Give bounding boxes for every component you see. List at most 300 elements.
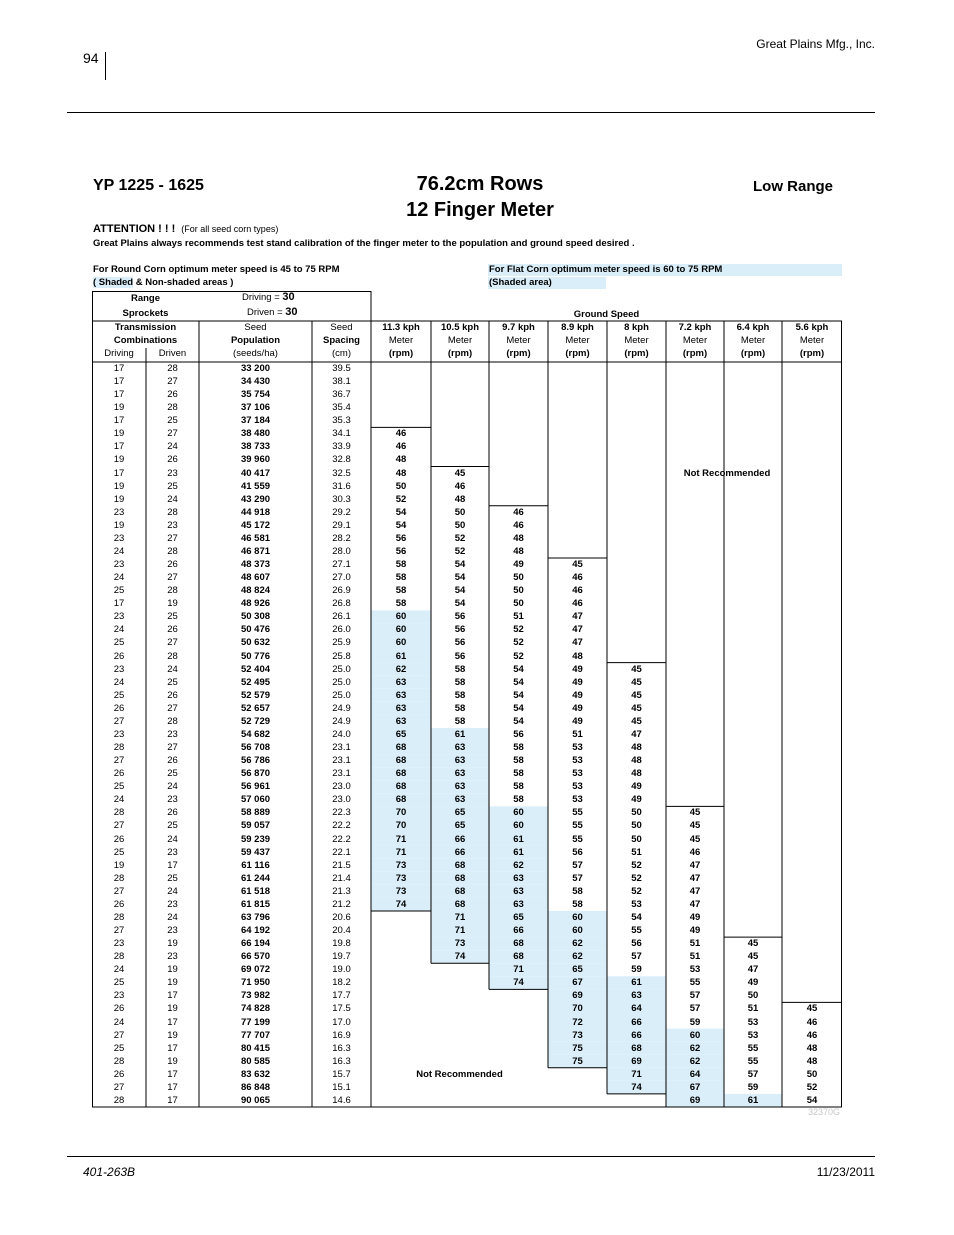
rpm-cell: 73 [572, 1029, 583, 1041]
rpm-cell: 60 [572, 911, 583, 923]
rpm-cell: 45 [631, 702, 642, 714]
rpm-cell: 65 [454, 820, 466, 832]
attention-label: ATTENTION ! ! ! [93, 223, 176, 235]
rpm-cell: 50 [631, 807, 642, 819]
driving-cell: 27 [113, 885, 125, 897]
rpm-cell: 54 [395, 506, 407, 518]
population-cell: 52 729 [240, 715, 271, 727]
spacing-cell: 25.8 [332, 650, 351, 662]
driving-cell: 23 [113, 938, 125, 950]
spacing-cell: 22.1 [332, 846, 351, 858]
rpm-cell: 66 [454, 833, 466, 845]
spacing-cell: 26.1 [332, 611, 351, 623]
population-cell: 56 961 [240, 781, 271, 793]
rpm-cell: 46 [454, 480, 466, 492]
spacing-cell: 17.0 [332, 1016, 351, 1028]
meter-label: Meter [565, 335, 590, 346]
spacing-cell: 20.4 [332, 925, 351, 936]
rpm-cell: 53 [747, 1016, 759, 1028]
driving-cell: 27 [113, 715, 125, 727]
sprocket-table [92, 291, 842, 1109]
rpm-cell: 63 [454, 794, 466, 806]
driven-cell: 28 [167, 585, 178, 597]
spacing-cell: 27.1 [332, 559, 351, 571]
meter-label: Meter [388, 335, 414, 346]
driving-cell: 27 [113, 820, 125, 832]
spacing-cell: 31.6 [332, 480, 351, 492]
rpm-cell: 62 [572, 938, 583, 950]
rpm-cell: 68 [395, 742, 407, 754]
ground-speed-label: Ground Speed [573, 309, 640, 320]
driving-cell: 17 [113, 363, 125, 374]
driving-cell: 28 [113, 911, 125, 923]
spacing-cell: 23.1 [332, 768, 351, 780]
driving-cell: 26 [113, 1068, 125, 1080]
rpm-cell: 54 [454, 598, 466, 610]
rpm-cell: 63 [513, 898, 524, 910]
spacing-cell: 23.1 [332, 742, 351, 754]
driven-cell: 24 [167, 833, 178, 845]
rpm-cell: 56 [454, 611, 466, 623]
rpm-cell: 58 [572, 898, 583, 910]
rpm-cell: 54 [395, 519, 407, 531]
driving-cell: 24 [113, 794, 125, 806]
page-title [340, 171, 620, 223]
driven-label: Driven = [247, 307, 286, 318]
sprockets-label: Sprockets [122, 308, 169, 319]
rpm-cell: 50 [747, 990, 759, 1002]
rpm-cell: 52 [631, 859, 642, 871]
population-cell: 83 632 [240, 1068, 271, 1080]
rpm-cell: 47 [689, 885, 701, 897]
rpm-cell: 60 [689, 1029, 701, 1041]
driven-cell: 26 [167, 755, 178, 767]
rpm-cell: 49 [689, 911, 701, 923]
rpm-cell: 56 [631, 938, 642, 950]
population-cell: 61 518 [240, 885, 271, 897]
population-cell: 34 430 [240, 376, 271, 388]
driving-cell: 19 [113, 402, 125, 414]
rpm-cell: 56 [454, 624, 466, 636]
spacing-cell: 21.5 [332, 859, 351, 871]
rpm-cell: 46 [513, 519, 524, 531]
rpm-cell: 46 [806, 1016, 818, 1028]
rpm-cell: 71 [631, 1068, 642, 1080]
rpm-cell: 52 [454, 545, 466, 557]
rpm-cell: 46 [572, 598, 583, 610]
rpm-cell: 46 [395, 441, 407, 453]
population-cell: 48 373 [240, 559, 271, 571]
spacing-cell: 23.0 [332, 781, 351, 793]
driving-cell: 25 [113, 1042, 125, 1054]
rpm-cell: 68 [631, 1042, 642, 1054]
driven-cell: 26 [167, 689, 178, 701]
rpm-label: (rpm) [447, 348, 473, 359]
rpm-cell: 45 [454, 467, 466, 479]
population-cell: 61 116 [241, 859, 270, 871]
rpm-cell: 52 [806, 1081, 818, 1093]
driven-cell: 23 [167, 467, 178, 479]
spacing-cell: 19.7 [332, 951, 351, 963]
rpm-cell: 50 [513, 598, 524, 610]
rpm-cell: 45 [806, 1003, 818, 1015]
spacing-cell: 28.2 [332, 532, 351, 544]
rpm-cell: 60 [572, 925, 583, 936]
rpm-cell: 45 [747, 938, 759, 950]
population-cell: 71 950 [240, 977, 271, 989]
population-cell: 37 184 [240, 415, 271, 427]
spacing-cell: 19.8 [332, 938, 351, 950]
driven-cell: 17 [167, 1016, 178, 1028]
spacing-cell: 35.3 [332, 415, 351, 427]
document-number: 401-263B [83, 1165, 136, 1179]
rpm-cell: 60 [395, 611, 407, 623]
rpm-cell: 45 [689, 820, 701, 832]
rpm-cell: 61 [631, 977, 642, 989]
rpm-cell: 62 [689, 1055, 701, 1067]
rpm-cell: 58 [513, 794, 524, 806]
rpm-cell: 58 [395, 559, 407, 571]
driven-cell: 23 [167, 846, 178, 858]
driving-cell: 24 [113, 572, 125, 584]
population-cell: 40 417 [240, 467, 271, 479]
rpm-cell: 48 [395, 467, 407, 479]
rpm-cell: 58 [454, 663, 466, 675]
rpm-cell: 48 [806, 1055, 818, 1067]
rpm-cell: 56 [513, 728, 524, 740]
driven-cell: 25 [167, 676, 178, 688]
rpm-cell: 53 [572, 742, 583, 754]
driven-cell: 17 [167, 859, 178, 871]
spacing-cell: 16.9 [332, 1029, 351, 1041]
rpm-cell: 68 [513, 938, 524, 950]
population-cell: 35 754 [240, 389, 271, 401]
rpm-cell: 53 [572, 781, 583, 793]
spacing-cell: 25.0 [332, 663, 351, 675]
population-cell: 52 579 [240, 689, 271, 701]
rpm-cell: 63 [513, 885, 524, 897]
rpm-cell: 62 [572, 951, 583, 963]
spacing-cell: 38.1 [332, 376, 351, 388]
spacing-cell: 28.0 [332, 545, 351, 557]
driving-cell: 26 [113, 833, 125, 845]
rpm-cell: 68 [395, 755, 407, 767]
non-shaded-legend: & Non-shaded areas ) [133, 277, 234, 288]
driven-cell: 23 [167, 794, 178, 806]
driving-cell: 25 [113, 637, 125, 649]
rpm-cell: 47 [689, 859, 701, 871]
seed-label: Seed [244, 322, 267, 333]
driving-cell: 28 [113, 742, 125, 754]
spacing-cell: 25.9 [332, 637, 351, 649]
rpm-cell: 61 [454, 728, 466, 740]
population-cell: 48 607 [240, 572, 271, 584]
driving-cell: 19 [113, 519, 125, 531]
rpm-cell: 49 [572, 663, 583, 675]
rpm-cell: 63 [454, 742, 466, 754]
rpm-cell: 73 [395, 885, 407, 897]
spacing-cell: 25.0 [332, 689, 351, 701]
spacing-cell: 23.0 [332, 794, 351, 806]
driving-cell: 28 [113, 872, 125, 884]
driving-setting [242, 291, 372, 304]
attention-note: (For all seed corn types) [181, 224, 279, 234]
round-corn-areas [93, 277, 233, 288]
driven-cell: 17 [167, 1042, 178, 1054]
spacing-cell: 16.3 [332, 1055, 351, 1067]
driving-value: 30 [282, 291, 295, 303]
driven-cell: 27 [167, 572, 178, 584]
population-cell: 80 415 [240, 1042, 271, 1054]
population-cell: 73 982 [240, 990, 271, 1002]
rpm-cell: 54 [513, 676, 524, 688]
rpm-cell: 55 [689, 977, 701, 989]
rpm-cell: 49 [572, 689, 583, 701]
meter-label: Meter [740, 335, 766, 346]
rpm-cell: 52 [631, 885, 642, 897]
population-cell: 74 828 [240, 1003, 271, 1015]
footer-rule [67, 1156, 875, 1157]
rpm-cell: 73 [395, 872, 407, 884]
rpm-label: (rpm) [740, 348, 766, 359]
population-cell: 39 960 [240, 454, 271, 466]
population-unit: (seeds/ha) [233, 348, 278, 359]
population-cell: 56 870 [240, 768, 271, 780]
rpm-cell: 54 [513, 689, 524, 701]
driving-cell: 17 [113, 441, 125, 453]
rpm-cell: 55 [631, 925, 642, 936]
rpm-cell: 65 [513, 911, 524, 923]
rpm-cell: 50 [454, 519, 466, 531]
rpm-cell: 68 [395, 794, 407, 806]
rpm-cell: 49 [572, 715, 583, 727]
driven-cell: 28 [167, 715, 178, 727]
population-cell: 54 682 [240, 728, 271, 740]
driving-cell: 19 [113, 480, 125, 492]
rpm-cell: 58 [395, 585, 407, 597]
figure-code: 32370G [807, 1107, 840, 1117]
spacing-cell: 25.0 [332, 676, 351, 688]
speed-header: 9.7 kph [502, 322, 535, 333]
driven-cell: 25 [167, 872, 178, 884]
driving-label: Driving = [242, 292, 283, 303]
rpm-cell: 48 [513, 532, 524, 544]
driving-cell: 25 [113, 846, 125, 858]
driving-cell: 23 [113, 532, 125, 544]
rpm-cell: 46 [513, 506, 524, 518]
driving-cell: 23 [113, 611, 125, 623]
not-recommended-upper: Not Recommended [683, 467, 771, 479]
meter-label: Meter [624, 335, 649, 346]
company-name: Great Plains Mfg., Inc. [756, 37, 875, 51]
driving-cell: 17 [113, 598, 125, 610]
rpm-cell: 71 [395, 846, 407, 858]
driven-cell: 28 [167, 402, 178, 414]
driving-cell: 27 [113, 755, 125, 767]
rpm-cell: 48 [395, 454, 407, 466]
driving-cell: 25 [113, 689, 125, 701]
driven-setting [247, 306, 372, 319]
population-cell: 45 172 [240, 519, 271, 531]
driven-cell: 17 [167, 1068, 178, 1080]
spacing-cell: 26.9 [332, 585, 351, 597]
model-title: YP 1225 - 1625 [93, 177, 204, 194]
driven-cell: 27 [167, 702, 178, 714]
population-cell: 59 239 [240, 833, 271, 845]
rpm-cell: 68 [454, 872, 466, 884]
population-label: Population [230, 335, 281, 346]
driven-cell: 27 [167, 532, 178, 544]
rpm-cell: 51 [689, 951, 701, 963]
driving-cell: 26 [113, 898, 125, 910]
rpm-cell: 64 [631, 1003, 642, 1015]
rpm-cell: 45 [631, 689, 642, 701]
driven-cell: 27 [167, 376, 178, 388]
rpm-cell: 51 [572, 728, 583, 740]
rpm-cell: 45 [631, 676, 642, 688]
population-cell: 44 918 [240, 506, 271, 518]
driven-cell: 26 [167, 807, 178, 819]
driven-cell: 19 [167, 598, 178, 610]
seed-label-2: Seed [330, 322, 353, 333]
round-corn-note: For Round Corn optimum meter speed is 45 to 75 RPM [93, 264, 340, 275]
rpm-label: (rpm) [565, 348, 590, 359]
rpm-cell: 58 [513, 768, 524, 780]
rpm-cell: 54 [513, 663, 524, 675]
driving-cell: 28 [113, 1094, 125, 1106]
population-cell: 61 815 [240, 898, 271, 910]
attention-line [93, 223, 278, 235]
spacing-unit: (cm) [332, 348, 351, 359]
rpm-cell: 50 [513, 585, 524, 597]
speed-header: 10.5 kph [440, 322, 480, 333]
rpm-cell: 54 [631, 911, 642, 923]
rpm-cell: 55 [747, 1055, 759, 1067]
rpm-cell: 57 [689, 990, 701, 1002]
rpm-label: (rpm) [506, 348, 531, 359]
spacing-cell: 27.0 [332, 572, 351, 584]
population-cell: 86 848 [240, 1081, 271, 1093]
population-cell: 80 585 [240, 1055, 271, 1067]
speed-header: 8 kph [624, 322, 649, 333]
driven-cell: 23 [167, 728, 178, 740]
driving-cell: 26 [113, 702, 125, 714]
spacing-cell: 26.0 [332, 624, 351, 636]
driving-cell: 25 [113, 977, 125, 989]
rpm-cell: 59 [747, 1081, 759, 1093]
population-cell: 66 194 [240, 938, 271, 950]
population-cell: 61 244 [240, 872, 271, 884]
rpm-cell: 53 [689, 964, 701, 976]
rpm-cell: 71 [395, 833, 407, 845]
rpm-cell: 69 [689, 1094, 701, 1106]
rpm-cell: 45 [572, 559, 583, 571]
population-cell: 46 581 [240, 532, 271, 544]
driving-cell: 28 [113, 807, 125, 819]
rpm-cell: 58 [572, 885, 583, 897]
rpm-cell: 59 [689, 1016, 701, 1028]
rpm-cell: 47 [631, 728, 642, 740]
spacing-cell: 34.1 [332, 428, 351, 440]
rpm-cell: 66 [454, 846, 466, 858]
rpm-cell: 62 [513, 859, 524, 871]
rpm-cell: 61 [747, 1094, 759, 1106]
driven-cell: 24 [167, 663, 178, 675]
rpm-cell: 65 [454, 807, 466, 819]
speed-header: 11.3 kph [382, 322, 420, 333]
rpm-cell: 63 [454, 781, 466, 793]
rpm-cell: 70 [572, 1003, 583, 1015]
rpm-cell: 61 [513, 833, 524, 845]
rpm-cell: 53 [747, 1029, 759, 1041]
driven-cell: 19 [167, 977, 178, 989]
rpm-cell: 62 [689, 1042, 701, 1054]
driving-cell: 23 [113, 663, 125, 675]
meter-label: Meter [799, 335, 825, 346]
driven-cell: 19 [167, 1003, 178, 1015]
rpm-cell: 47 [689, 898, 701, 910]
population-cell: 59 437 [240, 846, 271, 858]
rpm-cell: 69 [631, 1055, 642, 1067]
driving-cell: 24 [113, 545, 125, 557]
header-rule [67, 112, 875, 113]
rpm-cell: 63 [395, 676, 407, 688]
rpm-cell: 50 [395, 480, 407, 492]
shaded-legend: ( Shaded [93, 277, 134, 288]
driving-cell: 27 [113, 1029, 125, 1041]
population-cell: 56 708 [240, 742, 271, 754]
driven-cell: 19 [167, 1029, 178, 1041]
population-cell: 69 072 [240, 964, 271, 976]
rpm-cell: 55 [572, 820, 583, 832]
spacing-label: Spacing [323, 335, 360, 346]
driven-cell: 26 [167, 389, 178, 401]
rpm-label: (rpm) [682, 348, 708, 359]
rpm-cell: 49 [631, 781, 642, 793]
flat-corn-area: (Shaded area) [489, 277, 552, 288]
driven-cell: 26 [167, 454, 178, 466]
spacing-cell: 21.4 [332, 872, 351, 884]
transmission-label: Transmission [114, 322, 177, 333]
driven-cell: 28 [167, 506, 178, 518]
spacing-cell: 18.2 [332, 977, 351, 989]
driving-cell: 24 [113, 964, 125, 976]
spacing-cell: 29.2 [332, 506, 351, 518]
driven-cell: 24 [167, 781, 178, 793]
driven-cell: 27 [167, 637, 178, 649]
rpm-cell: 53 [572, 794, 583, 806]
driving-cell: 23 [113, 559, 125, 571]
population-cell: 77 707 [240, 1029, 271, 1041]
rpm-cell: 46 [572, 572, 583, 584]
driving-cell: 17 [113, 415, 125, 427]
driving-cell: 17 [113, 376, 125, 388]
rpm-cell: 48 [806, 1042, 818, 1054]
population-cell: 48 824 [240, 585, 271, 597]
driving-cell: 24 [113, 1016, 125, 1028]
driven-cell: 28 [167, 363, 178, 374]
population-cell: 59 057 [240, 820, 271, 832]
rpm-cell: 71 [454, 925, 466, 936]
rpm-cell: 46 [806, 1029, 818, 1041]
rpm-cell: 49 [572, 676, 583, 688]
rpm-cell: 56 [395, 532, 407, 544]
spacing-cell: 15.7 [332, 1068, 351, 1080]
rpm-cell: 48 [631, 742, 642, 754]
population-cell: 33 200 [240, 363, 271, 374]
speed-header: 7.2 kph [678, 322, 712, 333]
rpm-cell: 55 [572, 807, 583, 819]
